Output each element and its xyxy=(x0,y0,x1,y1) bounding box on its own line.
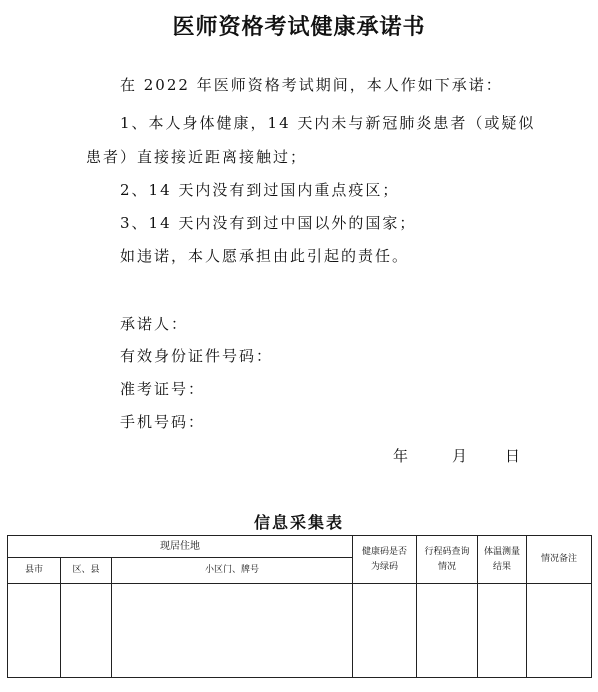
info-collection-table xyxy=(7,535,592,678)
exam-number-label: 准考证号： xyxy=(120,380,206,398)
commitment-item-3: 3、14 天内没有到过中国以外的国家； xyxy=(120,214,417,232)
document-title: 医师资格考试健康承诺书 xyxy=(172,15,426,40)
id-number-label: 有效身份证件号码： xyxy=(120,347,274,365)
date-year-label: 年 xyxy=(393,447,409,465)
district-cell[interactable] xyxy=(61,584,112,678)
commitment-item-2: 2、14 天内没有到过国内重点疫区； xyxy=(120,181,400,199)
itinerary-cell[interactable] xyxy=(417,584,478,678)
commitment-item-1-line-2: 患者）直接接近距离接触过； xyxy=(86,148,308,166)
city-cell[interactable] xyxy=(8,584,61,678)
notes-header: 情况备注 xyxy=(527,536,592,584)
temperature-header: 体温测量结果 xyxy=(478,536,527,584)
itinerary-code-header: 行程码查询情况 xyxy=(417,536,478,584)
violation-statement: 如违诺，本人愿承担由此引起的责任。 xyxy=(120,247,410,265)
residence-header: 现居住地 xyxy=(8,536,353,558)
date-day-label: 日 xyxy=(505,447,521,465)
commitment-item-1-line-1: 1、本人身体健康，14 天内未与新冠肺炎患者（或疑似 xyxy=(120,114,536,132)
health-code-header: 健康码是否为绿码 xyxy=(353,536,417,584)
intro-text: 在 2022 年医师资格考试期间，本人作如下承诺： xyxy=(120,76,503,94)
address-cell[interactable] xyxy=(112,584,353,678)
table-title: 信息采集表 xyxy=(253,513,344,532)
district-header: 区、县 xyxy=(61,558,112,584)
signature-label: 承诺人： xyxy=(120,315,189,333)
health-code-cell[interactable] xyxy=(353,584,417,678)
notes-cell[interactable] xyxy=(527,584,592,678)
temperature-cell[interactable] xyxy=(478,584,527,678)
phone-label: 手机号码： xyxy=(120,413,206,431)
address-header: 小区门、牌号 xyxy=(112,558,353,584)
date-month-label: 月 xyxy=(452,447,468,465)
city-header: 县市 xyxy=(8,558,61,584)
